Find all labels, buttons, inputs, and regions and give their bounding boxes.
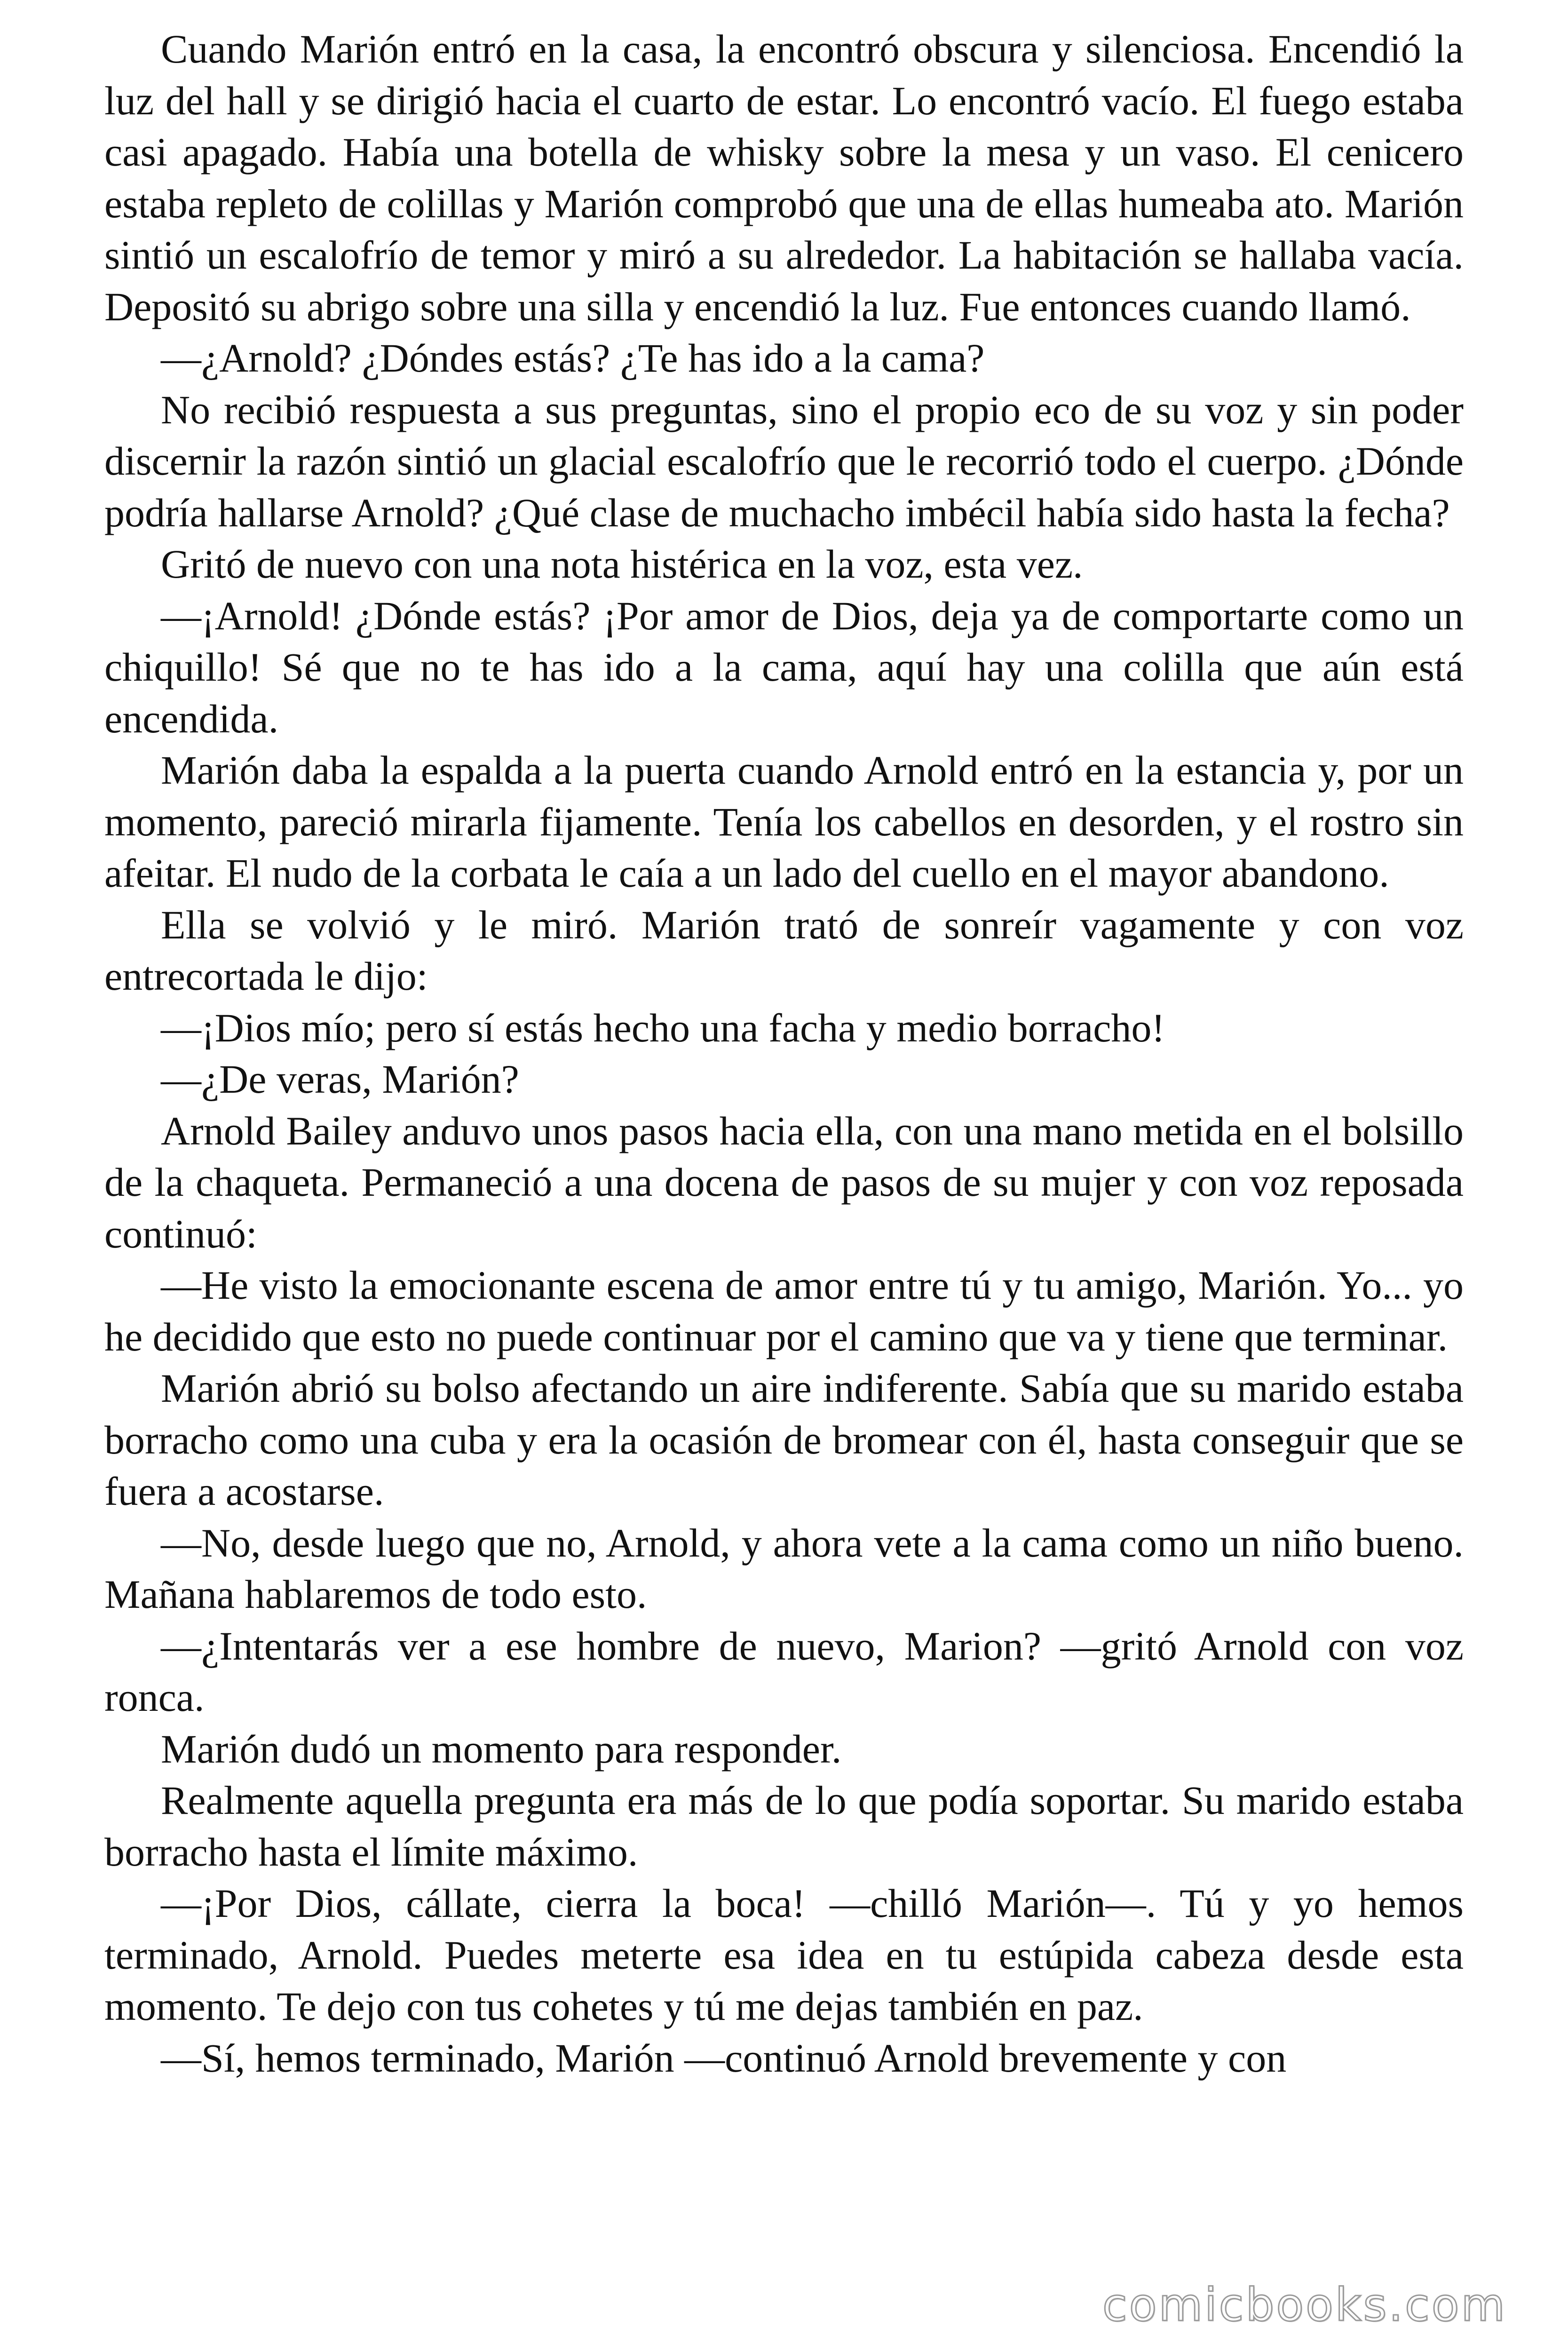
- paragraph: —¡Arnold! ¿Dónde estás? ¡Por amor de Dios, deja ya de comportarte como un chiquillo! Sé que no te has ido a la cama, aquí hay una colilla que aún está encendida.: [104, 593, 1464, 741]
- page-body: [104, 24, 1464, 2084]
- paragraph: Realmente aquella pregunta era más de lo que podía soportar. Su marido estaba borracho hasta el límite máximo.: [104, 1778, 1464, 1875]
- paragraph: Arnold Bailey anduvo unos pasos hacia ella, con una mano metida en el bolsillo de la chaqueta. Permaneció a una docena de pasos de su mujer y con voz reposada continuó:: [104, 1108, 1464, 1256]
- paragraph: —¡Dios mío; pero sí estás hecho una facha y medio borracho!: [161, 1005, 1165, 1050]
- watermark-logo: comicbooks.com: [1102, 2279, 1507, 2331]
- paragraph: Gritó de nuevo con una nota histérica en la voz, esta vez.: [161, 541, 1083, 587]
- paragraph: Cuando Marión entró en la casa, la encontró obscura y silenciosa. Encendió la luz del hall y se dirigió hacia el cuarto de estar. Lo encontró vacío. El fuego estaba casi apagado. Había una botella de whisky sobre la mesa y un vaso. El cenicero estaba repleto de colillas y Marión comprobó que una de ellas humeaba ato. Marión sintió un escalofrío de temor y miró a su alrededor. La habitación se hallaba vacía. Depositó su abrigo sobre una silla y encendió la luz. Fue entonces cuando llamó.: [104, 26, 1464, 329]
- paragraph: —No, desde luego que no, Arnold, y ahora vete a la cama como un niño bueno. Mañana hablaremos de todo esto.: [104, 1520, 1464, 1617]
- paragraph: —Sí, hemos terminado, Marión —continuó Arnold brevemente y con: [161, 2035, 1287, 2081]
- paragraph: —¡Por Dios, cállate, cierra la boca! —chilló Marión—. Tú y yo hemos terminado, Arnold. Puedes meterte esa idea en tu estúpida cabeza desde esta momento. Te dejo con tus cohetes y tú me dejas también en paz.: [104, 1881, 1464, 2029]
- paragraph: —¿Intentarás ver a ese hombre de nuevo, Marion? —gritó Arnold con voz ronca.: [104, 1623, 1464, 1720]
- paragraph: Ella se volvió y le miró. Marión trató de sonreír vagamente y con voz entrecortada le dijo:: [104, 902, 1464, 999]
- paragraph: No recibió respuesta a sus preguntas, sino el propio eco de su voz y sin poder discernir la razón sintió un glacial escalofrío que le recorrió todo el cuerpo. ¿Dónde podría hallarse Arnold? ¿Qué clase de muchacho imbécil había sido hasta la fecha?: [104, 387, 1464, 535]
- paragraph: Marión daba la espalda a la puerta cuando Arnold entró en la estancia y, por un momento, pareció mirarla fijamente. Tenía los cabellos en desorden, y el rostro sin afeitar. El nudo de la corbata le caía a un lado del cuello en el mayor abandono.: [104, 747, 1464, 896]
- paragraph: Marión dudó un momento para responder.: [161, 1726, 842, 1772]
- paragraph: —¿De veras, Marión?: [161, 1057, 519, 1102]
- paragraph: —¿Arnold? ¿Dóndes estás? ¿Te has ido a la cama?: [161, 335, 985, 381]
- paragraph: Marión abrió su bolso afectando un aire indiferente. Sabía que su marido estaba borracho como una cuba y era la ocasión de bromear con él, hasta conseguir que se fuera a acostarse.: [104, 1366, 1464, 1514]
- paragraph: —He visto la emocionante escena de amor entre tú y tu amigo, Marión. Yo... yo he decidido que esto no puede continuar por el camino que va y tiene que terminar.: [104, 1263, 1464, 1359]
